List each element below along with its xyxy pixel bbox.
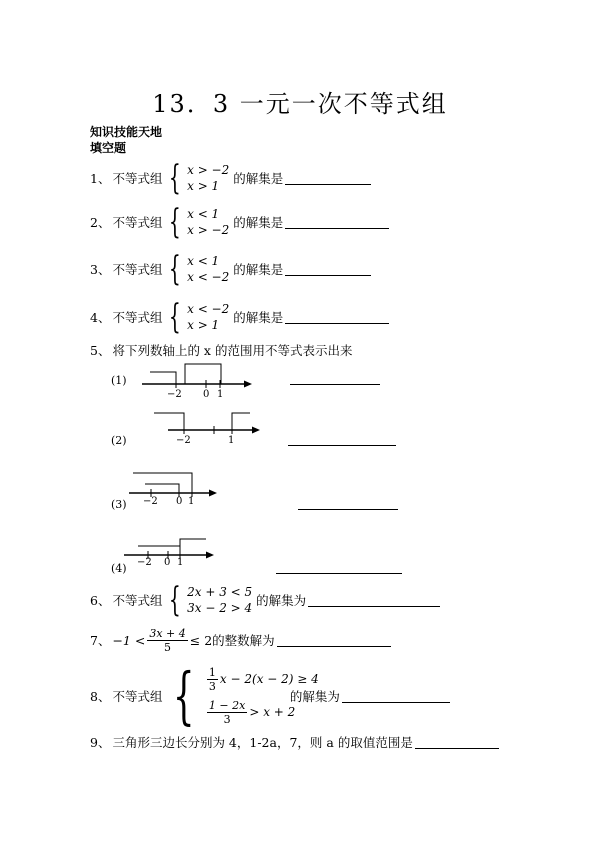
numberline-label: (1) (111, 374, 127, 387)
tick-label: −2 (143, 496, 158, 507)
inequality-system (187, 301, 229, 333)
question-suffix: 的整数解为 (212, 633, 275, 648)
inequality-line-1: x < 1 (187, 207, 220, 221)
question-prefix: 不等式组 (112, 689, 163, 704)
answer-blank[interactable] (415, 736, 499, 749)
inequality-line-1: 2x + 3 < 5 (187, 585, 253, 599)
inequality-line-1: x > −2 (187, 163, 230, 177)
fraction (207, 666, 218, 693)
answer-blank[interactable] (277, 634, 391, 647)
tick-label: 1 (177, 557, 184, 568)
question-text: 三角形三边长分别为 4，1-2a，7，则 a 的取值范围是 (112, 735, 413, 750)
question-text: 将下列数轴上的 x 的范围用不等式表示出来 (112, 343, 353, 358)
inequality-line-2: x > 1 (187, 318, 220, 332)
answer-blank[interactable] (285, 172, 371, 185)
question-6 (90, 580, 440, 620)
inequality-line-2: x < −2 (187, 270, 230, 284)
left-brace-icon: { (169, 158, 182, 198)
left-brace-icon: { (173, 659, 196, 732)
numberline-4 (120, 534, 220, 570)
page-title: 13．3 一元一次不等式组 (152, 90, 448, 118)
fraction-numerator: 3x + 4 (149, 626, 186, 640)
question-suffix: 的解集为 (289, 689, 340, 704)
question-3 (90, 249, 371, 289)
answer-blank[interactable] (285, 263, 371, 276)
inequality-line-1 (205, 666, 319, 693)
tick-label: 1 (188, 496, 195, 507)
left-brace-icon: { (169, 249, 182, 289)
inequality-rhs: ≤ 2 (189, 632, 213, 648)
tick-label: 0 (203, 389, 210, 400)
numberline-label: (2) (111, 434, 127, 447)
inequality-lhs: −1 < (112, 632, 146, 648)
tick-label: −2 (137, 557, 152, 568)
question-2 (90, 202, 389, 242)
question-prefix: 不等式组 (112, 593, 163, 608)
left-brace-icon: { (169, 297, 182, 337)
question-number: 1、 (90, 171, 111, 186)
question-prefix: 不等式组 (112, 215, 163, 230)
question-prefix: 不等式组 (112, 171, 163, 186)
section-heading: 知识技能天地 (90, 125, 163, 139)
fraction-denominator: 5 (164, 640, 172, 654)
question-number: 2、 (90, 215, 111, 230)
question-number: 5、 (90, 343, 111, 358)
question-number: 8、 (90, 689, 111, 704)
numberline-1 (140, 360, 255, 400)
fraction-numerator: 1 − 2x (208, 699, 246, 712)
question-number: 3、 (90, 262, 111, 277)
question-prefix: 不等式组 (112, 310, 163, 325)
inequality-system (187, 206, 229, 238)
answer-blank[interactable] (285, 216, 389, 229)
inequality-line-2: x > −2 (187, 223, 230, 237)
question-number: 7、 (90, 633, 111, 648)
question-suffix: 的解集为 (256, 593, 307, 608)
left-brace-icon: { (169, 202, 182, 242)
inequality-line-2: 3x − 2 > 4 (187, 601, 253, 615)
fraction-denominator: 3 (208, 680, 216, 693)
fraction (147, 627, 187, 654)
question-7 (90, 620, 391, 660)
answer-blank[interactable] (308, 594, 440, 607)
subsection-heading: 填空题 (90, 141, 127, 155)
inequality-system (187, 584, 252, 616)
inequality-rest: > x + 2 (249, 705, 296, 719)
fraction-denominator: 3 (223, 713, 231, 726)
question-number: 9、 (90, 735, 111, 750)
question-number: 6、 (90, 593, 111, 608)
tick-label: −2 (176, 435, 191, 445)
answer-blank[interactable] (298, 497, 398, 510)
numberline-2 (150, 405, 265, 445)
tick-label: 1 (217, 389, 224, 400)
question-suffix: 的解集是 (233, 262, 284, 277)
inequality-line-2: x > 1 (187, 179, 220, 193)
answer-blank[interactable] (342, 690, 450, 703)
question-9 (90, 722, 499, 762)
question-prefix: 不等式组 (112, 262, 163, 277)
tick-label: 0 (164, 557, 171, 568)
left-brace-icon: { (169, 580, 182, 620)
answer-blank[interactable] (288, 433, 396, 446)
inequality-system (187, 253, 229, 285)
inequality-line-1: x < −2 (187, 302, 230, 316)
question-suffix: 的解集是 (233, 171, 284, 186)
question-1 (90, 158, 371, 198)
inequality-rest: x − 2(x − 2) ≥ 4 (219, 672, 319, 686)
question-suffix: 的解集是 (233, 310, 284, 325)
numberline-label: (4) (111, 562, 127, 575)
fraction-numerator: 1 (208, 666, 216, 679)
tick-label: −2 (167, 389, 182, 400)
inequality-system (187, 162, 229, 194)
answer-blank[interactable] (290, 372, 380, 385)
numberline-label: (3) (111, 498, 127, 511)
numberline-3 (125, 468, 225, 508)
question-number: 4、 (90, 310, 111, 325)
inequality-line-1: x < 1 (187, 254, 220, 268)
answer-blank[interactable] (285, 311, 389, 324)
tick-label: 1 (228, 435, 235, 445)
answer-blank[interactable] (276, 561, 402, 574)
question-suffix: 的解集是 (233, 215, 284, 230)
tick-label: 0 (176, 496, 183, 507)
